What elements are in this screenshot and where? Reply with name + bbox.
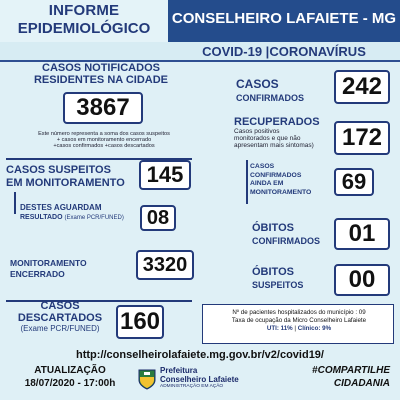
closed-title-line2: ENCERRADO	[10, 269, 65, 279]
suspected-value: 145	[146, 162, 184, 187]
confirmed-monitoring-value-box	[334, 168, 374, 196]
prefeitura-title: Prefeitura	[160, 366, 198, 375]
recovered-value-box	[334, 121, 390, 155]
awaiting-title	[20, 203, 145, 223]
hashtag-line1: #COMPARTILHE	[312, 365, 390, 376]
confirmed-monitoring-title-line2: CONFIRMADOS	[250, 171, 302, 179]
deaths-suspected-title-line1: ÓBITOS	[252, 266, 294, 278]
closed-title	[10, 258, 130, 280]
awaiting-divider	[14, 192, 16, 214]
confirmed-monitoring-value: 69	[341, 169, 367, 194]
confirmed-value-box	[334, 70, 390, 104]
city-crest-icon	[138, 368, 156, 390]
deaths-confirmed-value-box	[334, 218, 390, 250]
hospital-info	[205, 309, 393, 333]
confirmed-value: 242	[341, 73, 383, 100]
confirmed-monitoring-title-line4: MONITORAMENTO	[250, 188, 312, 196]
suspected-title-line1: CASOS SUSPEITOS	[6, 164, 111, 176]
awaiting-title-line1: DESTES AGUARDAM	[20, 203, 102, 212]
confirmed-monitoring-title-line3: AINDA EM	[250, 180, 284, 188]
notified-value: 3867	[76, 94, 130, 121]
notified-title-line1: CASOS NOTIFICADOS	[42, 62, 160, 74]
subtitle: COVID-19 |CORONAVÍRUS	[202, 44, 366, 59]
notified-title-line2: RESIDENTES NA CIDADE	[33, 74, 169, 86]
recovered-title	[234, 116, 338, 150]
recovered-note	[234, 128, 338, 150]
deaths-suspected-value: 00	[348, 266, 376, 293]
closed-value-box	[136, 250, 194, 280]
deaths-confirmed-value: 01	[348, 220, 376, 247]
update-date: 18/07/2020 - 17:00h	[24, 378, 116, 389]
monitoring-divider	[246, 160, 248, 204]
suspected-title-line2: EM MONITORAMENTO	[6, 177, 125, 189]
notified-note-line2: + casos em monitoramento encerrado	[56, 137, 152, 144]
confirmed-title-line2: CONFIRMADOS	[236, 93, 304, 103]
header-title-line1: INFORME	[48, 2, 120, 19]
awaiting-title-line2: RESULTADO	[20, 214, 63, 221]
closed-title-line1: MONITORAMENTO	[10, 258, 87, 268]
notified-value-box	[63, 92, 143, 124]
header-title-line2: EPIDEMIOLÓGICO	[17, 20, 151, 37]
footer-url[interactable]: http://conselheirolafaiete.mg.gov.br/v2/covid19/	[76, 349, 324, 361]
suspected-value-box	[139, 160, 191, 190]
confirmed-monitoring-title	[250, 163, 332, 197]
header-city: CONSELHEIRO LAFAIETE - MG	[171, 10, 397, 27]
suspected-title	[6, 164, 131, 190]
hospital-uti: UTI: 11%	[266, 325, 293, 332]
left-panel	[6, 62, 196, 300]
discarded-value-box	[116, 305, 164, 339]
closed-value: 3320	[142, 254, 188, 276]
deaths-confirmed-title	[252, 222, 342, 248]
update-label: ATUALIZAÇÃO	[34, 365, 106, 376]
notified-note	[24, 131, 184, 150]
notified-note-line1: Este número representa a soma dos casos suspeitos	[38, 131, 170, 137]
deaths-confirmed-title-line2: CONFIRMADOS	[252, 236, 320, 246]
recovered-value: 172	[341, 124, 383, 151]
discarded-note: (Exame PCR/FUNED)	[20, 324, 100, 333]
hospital-sep: |	[294, 325, 297, 332]
prefeitura-slogan: ADMINISTRAÇÃO EM AÇÃO	[160, 384, 224, 389]
recovered-note-line3: apresentam mais sintomas)	[234, 142, 314, 150]
discarded-title-line1: CASOS	[40, 300, 80, 312]
update-block	[0, 364, 130, 400]
deaths-confirmed-title-line1: ÓBITOS	[252, 222, 294, 234]
awaiting-note: (Exame PCR/FUNED)	[64, 215, 124, 221]
discarded-value: 160	[119, 308, 161, 335]
discarded-title-line2: DESCARTADOS	[17, 312, 103, 324]
deaths-suspected-title-line2: SUSPEITOS	[252, 280, 304, 290]
hospital-clinico: Clínico: 9%	[297, 325, 332, 332]
confirmed-monitoring-title-line1: CASOS	[250, 163, 275, 170]
discarded-title	[6, 300, 114, 334]
awaiting-value: 08	[146, 207, 170, 229]
confirmed-title-line1: CASOS	[236, 77, 279, 91]
hashtag-line2: CIDADANIA	[333, 378, 390, 389]
recovered-note-line1: Casos positivos	[234, 128, 280, 135]
notified-title	[6, 62, 196, 86]
hospital-line1: Nº de pacientes hospitalizados do município : 09	[232, 309, 366, 316]
hashtag-block	[270, 364, 400, 400]
confirmed-title	[236, 77, 346, 105]
recovered-note-line2: monitorados e que não	[234, 135, 301, 143]
right-panel	[202, 62, 394, 300]
recovered-title-line1: RECUPERADOS	[234, 116, 320, 128]
prefeitura-logo-block	[130, 364, 270, 400]
deaths-suspected-title	[252, 266, 342, 292]
prefeitura-city: Conselheiro Lafaiete	[160, 375, 239, 384]
awaiting-value-box	[140, 205, 176, 231]
hospital-info-box	[202, 304, 394, 344]
notified-note-line3: +casos confirmados +casos descartados	[53, 143, 155, 150]
deaths-suspected-value-box	[334, 264, 390, 296]
hospital-line2: Taxa de ocupação da Micro Conselheiro Lafaiete	[231, 317, 367, 324]
